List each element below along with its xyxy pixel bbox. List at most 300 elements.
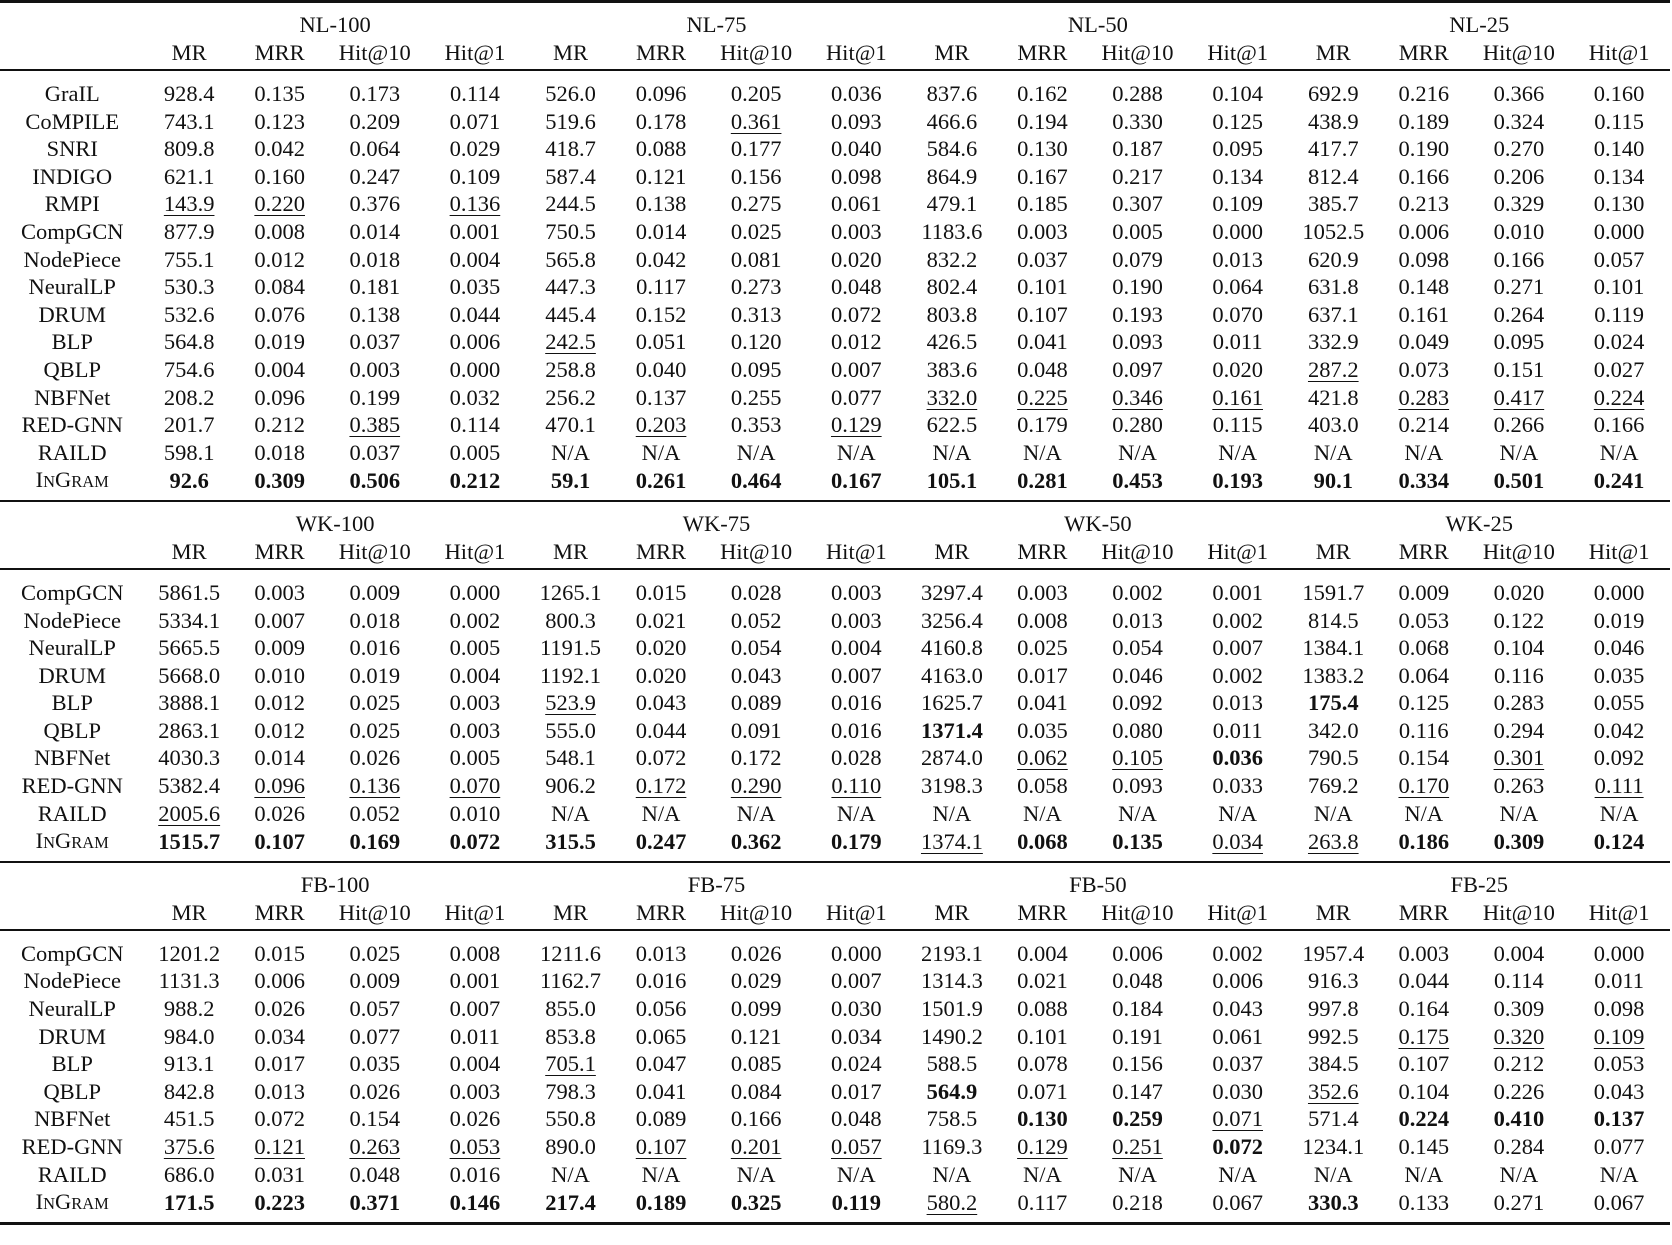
metric-value: [997, 800, 1089, 828]
value-text: 0.281: [1017, 468, 1068, 494]
value-text: 550.8: [545, 1106, 596, 1132]
value-text: 1183.6: [921, 218, 983, 244]
value-text: 451.5: [163, 1106, 215, 1132]
metric-value: [1289, 662, 1379, 690]
metric-value: [707, 772, 806, 800]
metric-value: [526, 1105, 616, 1133]
value-text: 0.117: [1017, 1190, 1068, 1216]
dataset-label: FB-50: [1069, 872, 1127, 898]
value-text: 1515.7: [158, 829, 221, 855]
value-text: 0.259: [1112, 1106, 1163, 1132]
value-text: 0.189: [635, 1190, 687, 1216]
metric-value: [1470, 328, 1569, 356]
value-text: 0.114: [1493, 968, 1544, 994]
metric-value: [424, 246, 526, 274]
value-text: 0.266: [1493, 412, 1545, 438]
metric-value: [997, 689, 1089, 717]
value-text: 0.110: [831, 773, 882, 799]
metric-value: [707, 1161, 806, 1189]
metric-value: [907, 772, 997, 800]
value-text: 0.129: [830, 412, 882, 438]
value-text: 0.133: [1398, 1190, 1450, 1216]
metric-value: [325, 940, 424, 968]
metric-value: [144, 717, 234, 745]
metric-value: [424, 108, 526, 136]
value-text: 0.030: [1212, 1078, 1263, 1104]
metric-value: [707, 384, 806, 412]
metric-value: [1187, 218, 1289, 246]
metric-value: [805, 607, 907, 635]
metric-value: [615, 1078, 707, 1106]
method-name: [0, 466, 144, 496]
metric-value: [1568, 218, 1670, 246]
metric-value: [907, 190, 997, 218]
value-text: 0.109: [1593, 1023, 1645, 1049]
method-name: SNRI: [46, 136, 98, 162]
metric-value: [526, 356, 616, 384]
metric-value: [907, 1188, 997, 1218]
value-text: 0.261: [635, 468, 687, 494]
metric-value: [997, 940, 1089, 968]
value-text: 0.121: [730, 1023, 782, 1049]
metric-label: Hit@10: [720, 899, 793, 925]
value-text: 0.034: [1212, 829, 1263, 855]
metric-value: [1187, 1161, 1289, 1189]
metric-value: [805, 328, 907, 356]
metric-value: [1187, 827, 1289, 857]
metric-value: [707, 190, 806, 218]
metric-value: [615, 384, 707, 412]
metric-value: [615, 1023, 707, 1051]
metric-value: [707, 163, 806, 191]
metric-value: [1568, 439, 1670, 467]
metric-value: [1187, 800, 1289, 828]
metric-value: [1568, 1050, 1670, 1078]
metric-value: [1568, 411, 1670, 439]
metric-value: [1187, 411, 1289, 439]
metric-value: [615, 411, 707, 439]
value-text: N/A: [736, 800, 776, 826]
metric-value: [325, 717, 424, 745]
metric-value: [615, 995, 707, 1023]
metric-value: [325, 772, 424, 800]
method-name: BLP: [51, 690, 93, 716]
method-name-cap: G: [54, 467, 72, 493]
metric-value: [1378, 1050, 1470, 1078]
value-text: 620.9: [1307, 246, 1359, 272]
metric-value: [1568, 246, 1670, 274]
value-text: 992.5: [1307, 1023, 1359, 1049]
value-text: 0.218: [1112, 1190, 1163, 1216]
metric-value: [526, 800, 616, 828]
value-text: N/A: [1599, 1161, 1639, 1187]
metric-value: [325, 301, 424, 329]
metric-value: [907, 940, 997, 968]
value-text: 0.147: [1112, 1078, 1163, 1104]
empty-corner: [0, 502, 144, 538]
metric-value: [234, 1050, 326, 1078]
metric-value: [805, 1133, 907, 1161]
metric-value: [615, 717, 707, 745]
metric-value: [325, 466, 424, 496]
value-text: 0.264: [1493, 301, 1545, 327]
horizontal-rule: [0, 70, 1670, 80]
value-text: 3198.3: [920, 773, 983, 799]
value-text: 0.329: [1493, 191, 1545, 217]
value-text: 0.164: [1398, 996, 1450, 1022]
metric-value: [1568, 744, 1670, 772]
value-text: 0.017: [1017, 662, 1068, 688]
metric-value: [1378, 384, 1470, 412]
value-text: 0.309: [254, 468, 305, 494]
value-text: 0.053: [1593, 1051, 1645, 1077]
value-text: 1957.4: [1302, 940, 1365, 966]
value-text: 997.8: [1307, 996, 1359, 1022]
value-text: 0.035: [1593, 662, 1645, 688]
value-text: N/A: [641, 1161, 681, 1187]
value-text: 0.064: [1398, 662, 1450, 688]
metric-value: [1470, 1023, 1569, 1051]
value-text: 0.019: [254, 329, 305, 355]
method-name: NodePiece: [23, 246, 121, 272]
metric-value: [325, 108, 424, 136]
metric-value: [1378, 356, 1470, 384]
value-text: N/A: [1218, 439, 1258, 465]
dataset-label: WK-75: [682, 511, 751, 537]
metric-label: MRR: [1017, 899, 1068, 925]
metric-value: [1088, 301, 1187, 329]
value-text: 0.217: [1112, 163, 1163, 189]
value-text: N/A: [551, 439, 590, 465]
value-text: 0.003: [1398, 940, 1450, 966]
metric-value: [526, 995, 616, 1023]
metric-value: [1470, 1105, 1569, 1133]
table-row: [0, 1161, 1670, 1189]
metric-value: [1088, 80, 1187, 108]
value-text: 877.9: [163, 218, 215, 244]
metric-value: [997, 356, 1089, 384]
value-text: N/A: [1118, 800, 1157, 826]
metric-value: [1378, 135, 1470, 163]
metric-value: [144, 1105, 234, 1133]
value-text: 0.362: [730, 829, 782, 855]
metric-value: [1568, 967, 1670, 995]
value-text: 0.016: [349, 635, 401, 661]
metric-value: [997, 411, 1089, 439]
metric-value: [1378, 1188, 1470, 1218]
metric-value: [1289, 439, 1379, 467]
value-text: 0.004: [254, 356, 305, 382]
metric-value: [526, 1161, 616, 1189]
value-text: 0.026: [254, 800, 305, 826]
value-text: 0.121: [635, 163, 687, 189]
value-text: 0.410: [1493, 1106, 1545, 1132]
metric-value: [234, 439, 326, 467]
value-text: 0.138: [635, 191, 687, 217]
table-row: [0, 1078, 1670, 1106]
metric-value: [144, 772, 234, 800]
metric-value: [1289, 1105, 1379, 1133]
metric-value: [144, 190, 234, 218]
value-text: 0.012: [254, 690, 305, 716]
metric-value: [707, 634, 806, 662]
method-name: CompGCN: [20, 579, 124, 605]
value-text: 315.5: [545, 829, 596, 855]
value-text: N/A: [1218, 1161, 1258, 1187]
dataset-label: NL-100: [299, 12, 371, 38]
table-row: [0, 328, 1670, 356]
metric-value: [325, 967, 424, 995]
metric-value: [325, 246, 424, 274]
value-text: 0.007: [830, 662, 882, 688]
value-text: 0.205: [730, 81, 782, 106]
value-text: 0.035: [349, 1051, 401, 1077]
metric-value: [424, 218, 526, 246]
value-text: 565.8: [545, 246, 596, 272]
table-row: [0, 662, 1670, 690]
metric-label: MR: [1315, 899, 1351, 925]
value-text: 0.041: [1017, 329, 1068, 355]
value-text: 0.025: [349, 717, 401, 743]
metric-header-row: [0, 899, 1670, 930]
method-name-small: N: [43, 833, 55, 853]
metric-value: [997, 246, 1089, 274]
value-text: 803.8: [926, 301, 978, 327]
value-text: 0.001: [449, 968, 501, 994]
metric-value: [1088, 772, 1187, 800]
value-text: 0.025: [730, 218, 782, 244]
metric-value: [997, 634, 1089, 662]
value-text: 438.9: [1307, 108, 1359, 134]
value-text: 0.046: [1112, 662, 1163, 688]
value-text: 686.0: [163, 1161, 215, 1187]
value-text: 0.194: [1017, 108, 1068, 134]
value-text: N/A: [641, 800, 681, 826]
value-text: 0.048: [1017, 356, 1068, 382]
method-name: BLP: [51, 1051, 93, 1077]
value-text: 1591.7: [1302, 579, 1365, 605]
metric-value: [325, 190, 424, 218]
metric-value: [1187, 1105, 1289, 1133]
metric-value: [1088, 607, 1187, 635]
metric-label: Hit@1: [444, 899, 506, 925]
metric-value: [615, 634, 707, 662]
metric-value: [707, 662, 806, 690]
metric-value: [805, 190, 907, 218]
metric-value: [424, 634, 526, 662]
metric-value: [907, 1161, 997, 1189]
metric-value: [325, 218, 424, 246]
value-text: 0.068: [1398, 635, 1450, 661]
value-text: 0.024: [830, 1051, 882, 1077]
value-text: 0.167: [1017, 163, 1068, 189]
metric-value: [424, 356, 526, 384]
value-text: 598.1: [163, 439, 215, 465]
value-text: 0.334: [1398, 468, 1450, 494]
value-text: 532.6: [163, 301, 215, 327]
metric-value: [325, 1161, 424, 1189]
value-text: 1265.1: [539, 579, 602, 605]
value-text: 0.064: [349, 136, 401, 162]
value-text: 105.1: [926, 468, 978, 494]
metric-value: [1378, 607, 1470, 635]
value-text: 90.1: [1313, 468, 1353, 494]
value-text: 2193.1: [920, 940, 983, 966]
value-text: 0.116: [1398, 717, 1449, 743]
metric-value: [1289, 328, 1379, 356]
metric-value: [1187, 80, 1289, 108]
metric-value: [805, 1078, 907, 1106]
value-text: 0.376: [349, 191, 401, 217]
value-text: 0.017: [830, 1078, 882, 1104]
metric-value: [234, 995, 326, 1023]
value-text: 0.080: [1112, 717, 1163, 743]
value-text: 0.093: [830, 108, 882, 134]
value-text: 855.0: [545, 996, 596, 1022]
metric-label: Hit@10: [338, 899, 411, 925]
value-text: 0.046: [1593, 635, 1645, 661]
value-text: N/A: [1499, 800, 1539, 826]
value-text: 0.178: [635, 108, 687, 134]
value-text: 0.185: [1017, 191, 1068, 217]
value-text: 0.027: [1593, 356, 1645, 382]
metric-value: [615, 1188, 707, 1218]
value-text: 0.224: [1398, 1106, 1450, 1132]
metric-value: [325, 1188, 424, 1218]
value-text: 0.029: [730, 968, 782, 994]
value-text: 1234.1: [1302, 1134, 1365, 1159]
value-text: 0.453: [1112, 468, 1163, 494]
value-text: 244.5: [545, 191, 596, 217]
method-name-small: RAM: [71, 1194, 109, 1214]
value-text: 0.154: [349, 1106, 401, 1132]
value-text: 0.181: [349, 274, 401, 300]
metric-value: [424, 328, 526, 356]
value-text: 5382.4: [158, 773, 221, 799]
value-text: 0.137: [635, 384, 687, 410]
method-name: NeuralLP: [28, 635, 116, 661]
metric-value: [1187, 1078, 1289, 1106]
metric-value: [707, 1023, 806, 1051]
value-text: 0.160: [254, 163, 305, 189]
metric-value: [615, 1050, 707, 1078]
value-text: 0.284: [1493, 1134, 1545, 1159]
value-text: 0.026: [349, 1078, 401, 1104]
metric-value: [907, 579, 997, 607]
method-name: CompGCN: [20, 218, 124, 244]
value-text: 0.193: [1212, 468, 1263, 494]
value-text: 1162.7: [540, 968, 602, 994]
value-text: 0.012: [254, 717, 305, 743]
value-text: 0.220: [254, 191, 305, 217]
dataset-header-row: [0, 3, 1670, 39]
metric-label: MR: [934, 899, 970, 925]
metric-value: [805, 80, 907, 108]
value-text: 0.017: [254, 1051, 305, 1077]
empty-corner: [0, 3, 144, 39]
metric-value: [1568, 328, 1670, 356]
metric-header-row: [0, 39, 1670, 70]
metric-value: [234, 607, 326, 635]
value-text: 0.072: [449, 829, 501, 855]
horizontal-rule: [0, 930, 1670, 940]
value-text: 0.138: [349, 301, 401, 327]
value-text: 0.101: [1017, 1023, 1068, 1049]
value-text: 0.037: [1212, 1051, 1263, 1077]
metric-value: [615, 772, 707, 800]
value-text: 0.092: [1112, 690, 1163, 716]
metric-value: [1289, 1133, 1379, 1161]
metric-value: [805, 1023, 907, 1051]
value-text: 526.0: [545, 81, 596, 106]
method-name: QBLP: [43, 1078, 101, 1104]
value-text: 0.043: [635, 690, 687, 716]
metric-value: [144, 273, 234, 301]
metric-value: [805, 218, 907, 246]
metric-value: [1289, 634, 1379, 662]
metric-value: [1378, 967, 1470, 995]
value-text: 332.0: [926, 384, 978, 410]
metric-value: [526, 1078, 616, 1106]
value-text: 0.013: [635, 940, 687, 966]
value-text: 0.013: [1212, 690, 1263, 716]
metric-value: [424, 439, 526, 467]
metric-label: Hit@1: [825, 40, 887, 65]
value-text: 0.107: [1398, 1051, 1450, 1077]
metric-value: [526, 717, 616, 745]
value-text: N/A: [551, 1161, 590, 1187]
metric-value: [1378, 717, 1470, 745]
value-text: 0.191: [1112, 1023, 1163, 1049]
value-text: 375.6: [163, 1134, 215, 1159]
table-row: [0, 634, 1670, 662]
value-text: 0.053: [449, 1134, 501, 1159]
metric-value: [615, 940, 707, 968]
metric-value: [1088, 662, 1187, 690]
metric-value: [424, 1161, 526, 1189]
dataset-label: NL-25: [1449, 12, 1510, 38]
value-text: 0.004: [830, 635, 882, 661]
value-text: 0.280: [1112, 412, 1163, 438]
metric-value: [144, 1078, 234, 1106]
metric-value: [1568, 356, 1670, 384]
value-text: 0.043: [730, 662, 782, 688]
metric-value: [1088, 1078, 1187, 1106]
metric-value: [1470, 356, 1569, 384]
table-row: [0, 411, 1670, 439]
value-text: 631.8: [1307, 274, 1359, 300]
value-text: 403.0: [1307, 412, 1359, 438]
value-text: 0.501: [1493, 468, 1545, 494]
metric-value: [424, 1078, 526, 1106]
metric-value: [234, 1023, 326, 1051]
value-text: 0.003: [1017, 218, 1068, 244]
value-text: 0.385: [349, 412, 401, 438]
metric-value: [615, 662, 707, 690]
metric-value: [1088, 744, 1187, 772]
metric-value: [424, 995, 526, 1023]
metric-label: MR: [553, 40, 589, 65]
metric-value: [1378, 218, 1470, 246]
value-text: 0.073: [1398, 356, 1450, 382]
metric-value: [234, 1188, 326, 1218]
metric-value: [1289, 995, 1379, 1023]
value-text: 0.061: [830, 191, 882, 217]
metric-value: [234, 1133, 326, 1161]
value-text: 0.189: [1398, 108, 1450, 134]
metric-value: [325, 1023, 424, 1051]
metric-value: [805, 163, 907, 191]
